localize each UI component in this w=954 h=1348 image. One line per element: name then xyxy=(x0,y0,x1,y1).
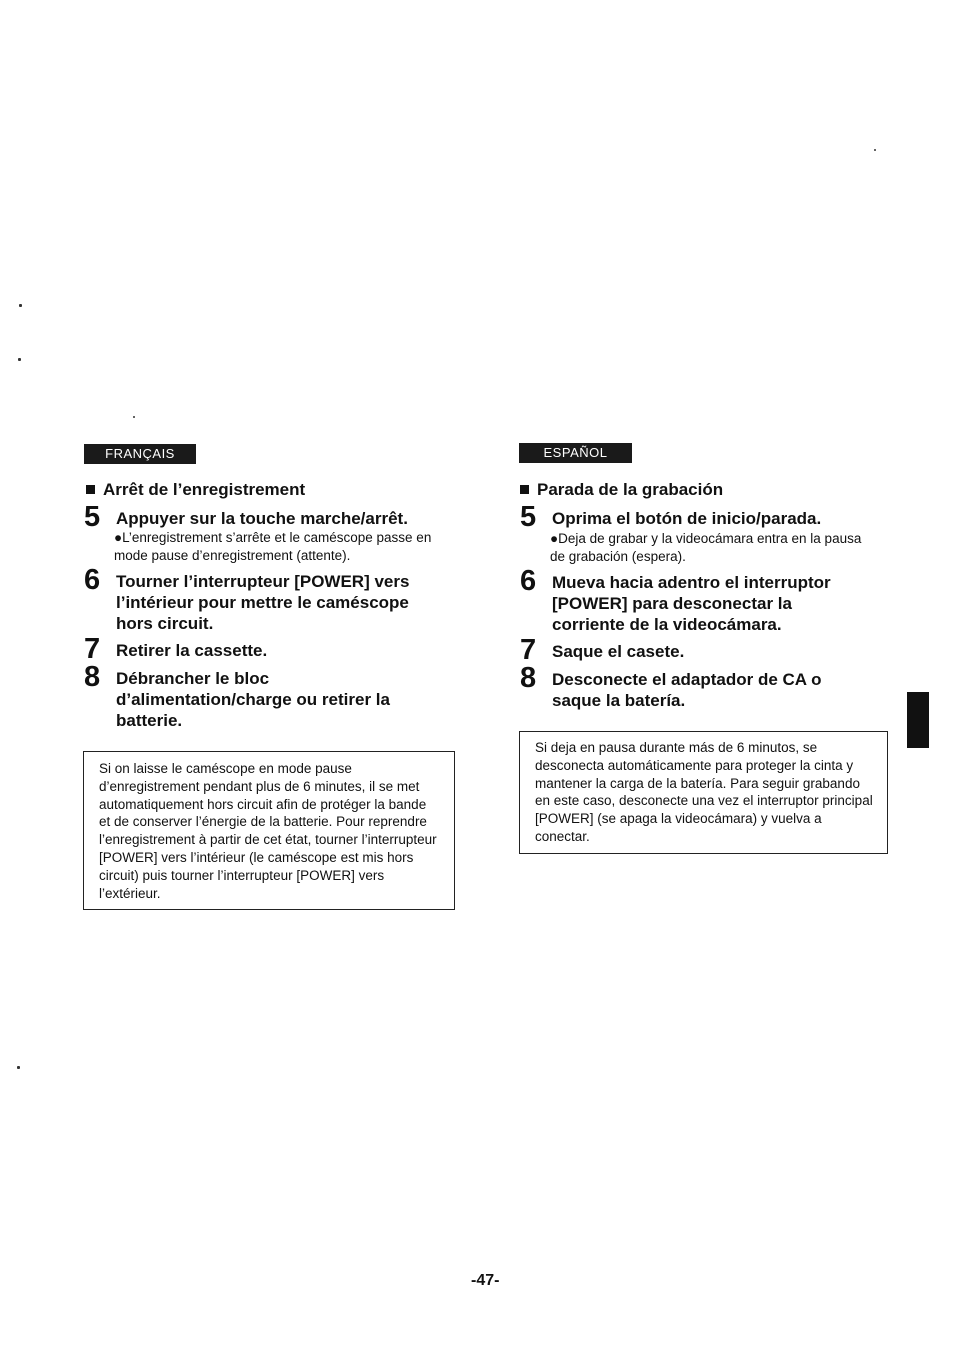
scan-speck xyxy=(133,416,135,418)
step-text: Retirer la cassette. xyxy=(116,641,268,660)
step-number: 5 xyxy=(520,501,537,533)
step-number: 5 xyxy=(84,501,101,533)
step-text: Mueva hacia adentro el interruptor [POWER] para desconectar la corriente de la videocámara. xyxy=(552,573,831,634)
step-number: 7 xyxy=(520,634,537,666)
square-bullet-icon xyxy=(520,485,529,494)
francais-heading-text: Arrêt de l’enregistrement xyxy=(103,480,306,499)
page-number: -47- xyxy=(471,1272,500,1289)
francais-note-box: Si on laisse le caméscope en mode pause d’enregistrement pendant plus de 6 minutes, il se met automatiquement hors circuit afin de protéger la bande et de conserver l’énergie de la batterie. Pour reprendre l’enregistrement à partir de cet état, tourner l’interrupteur [POWER] vers l’intérieur (le caméscope est mis hors circuit) puis tourner l’interrupteur [POWER] vers l’extérieur. xyxy=(83,751,455,910)
scan-speck xyxy=(19,304,22,307)
scan-speck xyxy=(874,149,876,151)
step-number: 8 xyxy=(520,662,537,694)
section-index-tab xyxy=(907,692,929,748)
scan-speck xyxy=(18,358,21,361)
espanol-section-heading xyxy=(520,480,723,500)
step-text: Oprima el botón de inicio/parada. xyxy=(552,509,822,528)
espanol-language-tag: ESPAÑOL xyxy=(519,443,632,463)
francais-language-tag: FRANÇAIS xyxy=(84,444,196,464)
espanol-heading-text: Parada de la grabación xyxy=(537,480,724,499)
step-bullet: ●Deja de grabar y la videocámara entra en la pausa de grabación (espera). xyxy=(550,531,862,564)
step-number: 6 xyxy=(84,564,101,596)
step-number: 6 xyxy=(520,565,537,597)
francais-section-heading xyxy=(86,480,305,500)
step-text: Appuyer sur la touche marche/arrêt. xyxy=(116,509,408,528)
step-text: Saque el casete. xyxy=(552,642,685,661)
step-text: Tourner l’interrupteur [POWER] vers l’intérieur pour mettre le caméscope hors circuit. xyxy=(116,572,410,633)
step-number: 8 xyxy=(84,661,101,693)
step-number: 7 xyxy=(84,633,101,665)
scan-speck xyxy=(17,1066,20,1069)
espanol-note-box: Si deja en pausa durante más de 6 minutos, se desconecta automáticamente para proteger la cinta y mantener la carga de la batería. Para seguir grabando en este caso, desconecte una vez el interruptor principal [POWER] (se apaga la videocámara) y vuelva a conectar. xyxy=(519,731,888,854)
step-bullet: ●L’enregistrement s’arrête et le caméscope passe en mode pause d’enregistrement (attente). xyxy=(114,530,432,563)
step-text: Desconecte el adaptador de CA o saque la batería. xyxy=(552,670,822,710)
square-bullet-icon xyxy=(86,485,95,494)
step-text: Débrancher le bloc d’alimentation/charge ou retirer la batterie. xyxy=(116,669,390,730)
